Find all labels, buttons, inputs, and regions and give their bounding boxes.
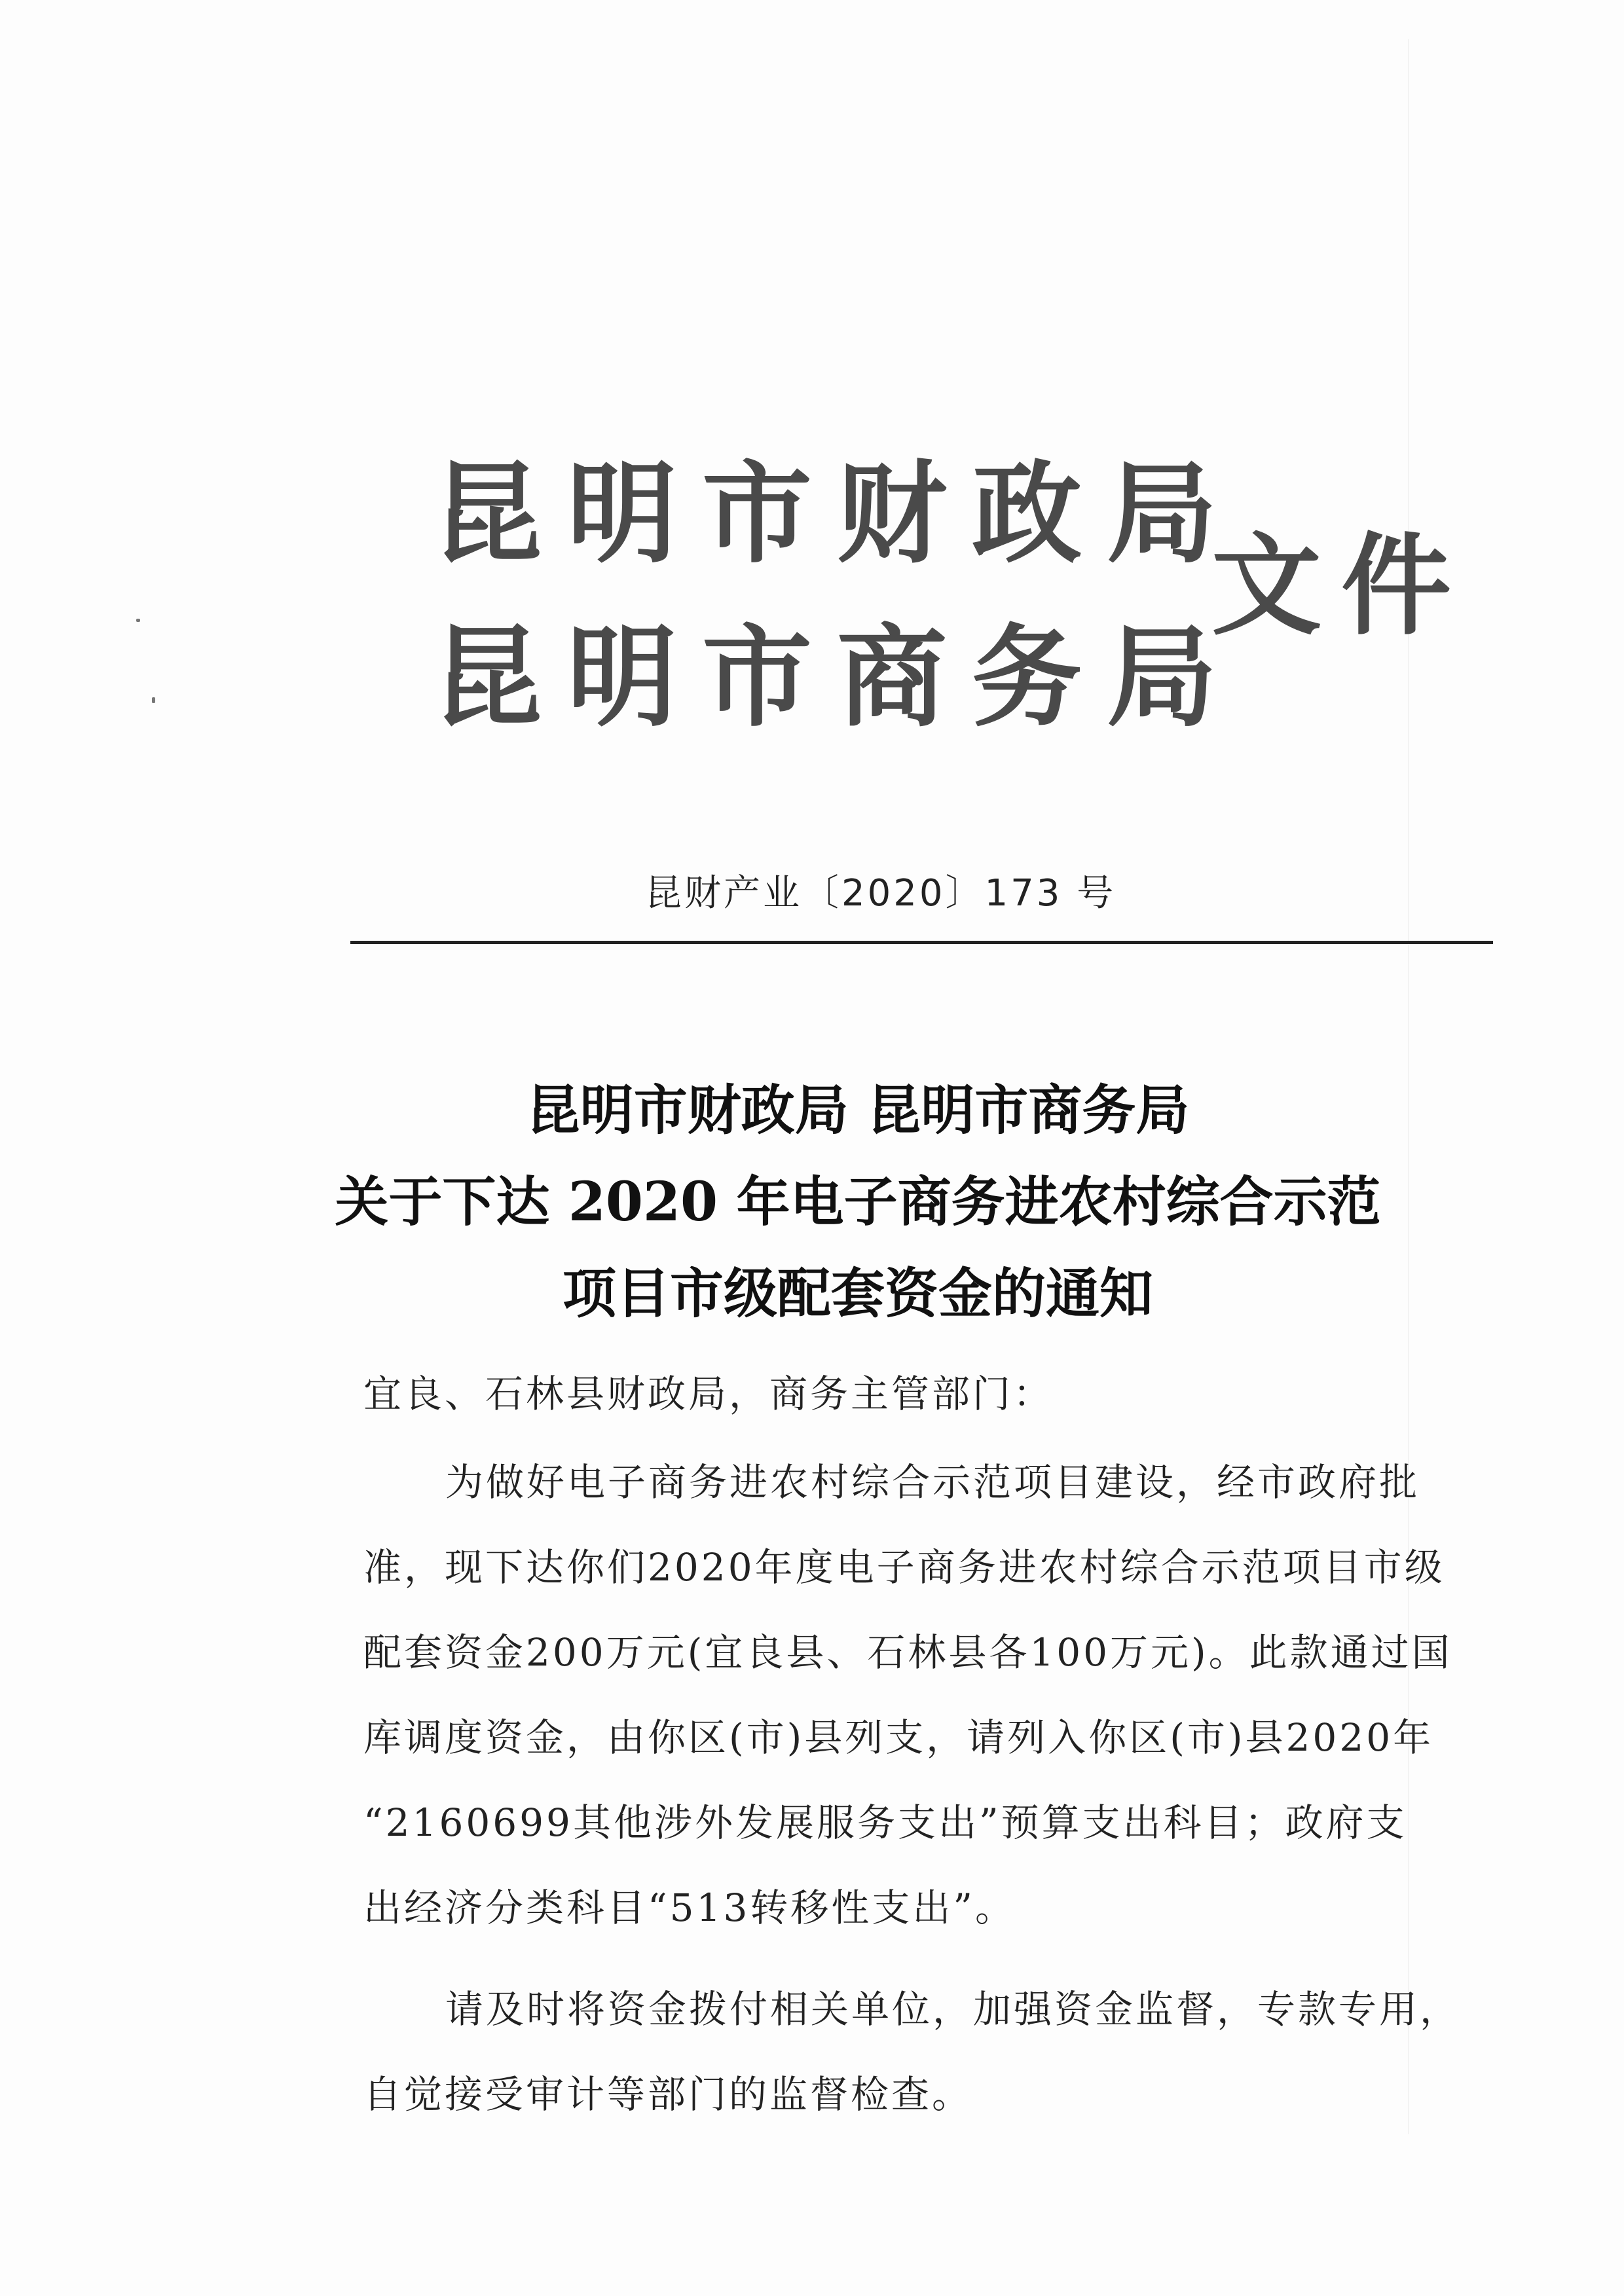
document-type-label: 文件: [1211, 520, 1471, 650]
body-paragraph-1-line-4: 库调度资金，由你区(市)县列支，请列入你区(市)县2020年: [363, 1715, 1434, 1760]
body-paragraph-1-line-1: 为做好电子商务进农村综合示范项目建设，经市政府批: [445, 1460, 1420, 1504]
document-title-line-3: 项目市级配套资金的通知: [562, 1262, 1153, 1325]
body-paragraph-1-line-5: “2160699其他涉外发展服务支出”预算支出科目；政府支: [363, 1800, 1407, 1845]
body-paragraph-1-line-6: 出经济分类科目“513转移性支出”。: [363, 1886, 1016, 1930]
document-title-line-2: 关于下达 2020 年电子商务进农村综合示范: [335, 1171, 1381, 1233]
issuing-agency-commerce: 昆明市商务局: [432, 612, 1242, 742]
issuing-agency-finance: 昆明市财政局: [432, 448, 1242, 578]
scan-mark: [136, 619, 140, 622]
addressee-line: 宜良、石林县财政局，商务主管部门：: [363, 1372, 1054, 1416]
document-title-line-1: 昆明市财政局 昆明市商务局: [526, 1079, 1190, 1142]
body-paragraph-2-line-2: 自觉接受审计等部门的监督检查。: [363, 2072, 973, 2117]
body-paragraph-2-line-1: 请及时将资金拨付相关单位，加强资金监督，专款专用，: [445, 1987, 1461, 2032]
header-divider: [350, 941, 1493, 944]
document-number: 昆财产业〔2020〕173 号: [645, 872, 1116, 915]
body-paragraph-1-line-3: 配套资金200万元(宜良县、石林县各100万元)。此款通过国: [363, 1630, 1452, 1675]
body-paragraph-1-line-2: 准，现下达你们2020年度电子商务进农村综合示范项目市级: [363, 1545, 1445, 1590]
scan-mark: [152, 697, 155, 703]
